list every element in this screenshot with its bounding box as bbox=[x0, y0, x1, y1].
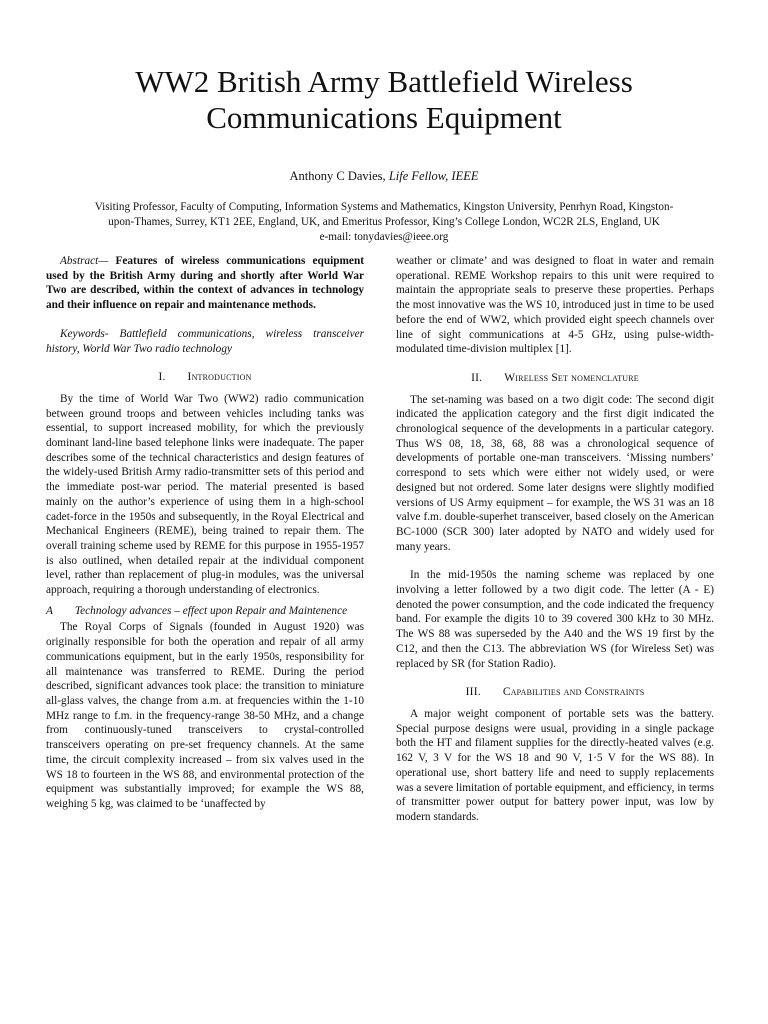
section-heading-capabilities bbox=[396, 685, 714, 700]
author-line bbox=[0, 169, 768, 184]
abstract-lead: Abstract— bbox=[60, 255, 109, 267]
subsection-title: Technology advances – effect upon Repair and Maintenence bbox=[74, 604, 348, 617]
affiliation-line-2: upon-Thames, Surrey, KT1 2EE, England, UK, and Emeritus Professor, King’s College London, WC2R 2LS, England, UK bbox=[108, 216, 660, 228]
paragraph-capabilities: A major weight component of portable sets was the battery. Special purpose designs were usual, providing in a single package both the HT and filament supplies for the directly-heated valves (e.g. 162 V, 3 V for the WS 18 and 90 V, 1·5 V for the WS 88). In operational use, short battery life and need to supply replacements was a severe limitation of portable equipment, and efficiency, in terms of transmitter power output for battery power input, was low by modern standards. bbox=[396, 707, 714, 823]
section-number: III. bbox=[465, 686, 481, 699]
right-column bbox=[396, 254, 714, 825]
section-heading-introduction bbox=[46, 370, 364, 385]
section-heading-nomenclature bbox=[396, 371, 714, 386]
paragraph-continued: weather or climate’ and was designed to float in water and remain operational. REME Workshop repairs to this unit were required to maintain the appropriate seals to preserve these properties. Perhaps the most innovative was the WS 10, introduced just in time to be used before the end of WW2, which provided eight speech channels over line of sight communications at 4-5 GHz, using pulse-width-modulated time-division multiplex [1]. bbox=[396, 255, 714, 356]
section-title: Wireless Set nomenclature bbox=[504, 371, 639, 384]
affiliation-line-1: Visiting Professor, Faculty of Computing, Information Systems and Mathematics, Kingston University, Penrhyn Road, Kingston- bbox=[94, 201, 674, 213]
keywords: Keywords- Battlefield communications, wireless transceiver history, World War Two radio technology bbox=[46, 327, 364, 355]
author-role: Life Fellow, IEEE bbox=[388, 169, 479, 183]
paragraph-introduction: By the time of World War Two (WW2) radio communication between ground troops and between vehicles including tanks was essential, to support increased mobility, for which the previously dominant land-line based telephone links were inadequate. The paper describes some of the technical characteristics and design features of the widely-used British Army radio-transmitter sets of this period and the immediate post-war period. The material presented is based mainly on the author’s experience of using them in a high-school cadet-force in the 1950s and subsequently, in the Royal Electrical and Mechanical Engineers (REME), being trained to repair them. The overall training scheme used by REME for this purpose in 1955-1957 is also outlined, when detailed repair at the individual component level, rather than replacement of plug-in modules, was the universal approach, requiring a thorough understanding of electronics. bbox=[46, 392, 364, 597]
section-number: I. bbox=[158, 371, 166, 384]
affiliation bbox=[40, 200, 728, 245]
affiliation-email: e-mail: tonydavies@ieee.org bbox=[319, 231, 449, 243]
paper-title bbox=[0, 64, 768, 136]
abstract bbox=[46, 254, 364, 313]
section-number: II. bbox=[471, 371, 483, 384]
subsection-number: A bbox=[46, 604, 53, 617]
author-name: Anthony C Davies, bbox=[289, 169, 386, 183]
title-line-2: Communications Equipment bbox=[206, 100, 562, 135]
abstract-text: Features of wireless communications equipment used by the British Army during and shortly after World War Two are described, within the context of advances in technology and their influence on repair and maintenance methods. bbox=[46, 255, 364, 312]
title-line-1: WW2 British Army Battlefield Wireless bbox=[135, 64, 633, 99]
section-title: Capabilities and Constraints bbox=[502, 686, 645, 699]
subsection-heading-technology bbox=[46, 604, 364, 619]
paragraph-technology: The Royal Corps of Signals (founded in August 1920) was originally responsible for both the operation and repair of all army communications equipment, but in the early 1950s, responsibility for all maintenance was transferred to REME. During the period described, significant advances took place: the transition to miniature all-glass valves, the change from a.m. at frequencies within the 1-10 MHz range to f.m. in the frequency-range 38-50 MHz, and a change from continuously-tuned transceivers to crystal-controlled transceivers operating on pre-set frequency channels. At the same time, the circuit complexity increased – from six valves used in the WS 18 to fourteen in the WS 88, and environmental protection of the equipment was substantially improved; for example the WS 88, weighing 5 kg, was claimed to be ‘unaffected by bbox=[46, 621, 364, 810]
paragraph-nomenclature-1: The set-naming was based on a two digit code: The second digit indicated the application category and the first digit indicated the chronological sequence of the developments in a particular category. Thus WS 08, 18, 38, 68, 88 was a chronological sequence of developments of portable one-man transceivers. ‘Missing numbers’ correspond to sets which were either not widely used, or were designed but not ordered. Some later designs were slightly modified versions of US Army equipment – for example, the WS 31 was an 18 valve f.m. double-superhet transceiver, based closely on the American BC-1000 (SCR 300) later adopted by NATO and widely used for many years. bbox=[396, 393, 714, 553]
paragraph-nomenclature-2: In the mid-1950s the naming scheme was replaced by one involving a letter followed by a two digit code. The letter (A - E) denoted the power consumption, and the code indicated the frequency band. For example the digits 10 to 39 covered 300 kHz to 30 MHz. The WS 88 was superseded by the A40 and the WS 19 first by the C12, and then the C13. The abbreviation WS (for Wireless Set) was replaced by SR (for Station Radio). bbox=[396, 569, 714, 670]
left-column bbox=[46, 254, 364, 812]
paragraph-gap bbox=[396, 554, 714, 568]
section-title: Introduction bbox=[187, 371, 252, 384]
